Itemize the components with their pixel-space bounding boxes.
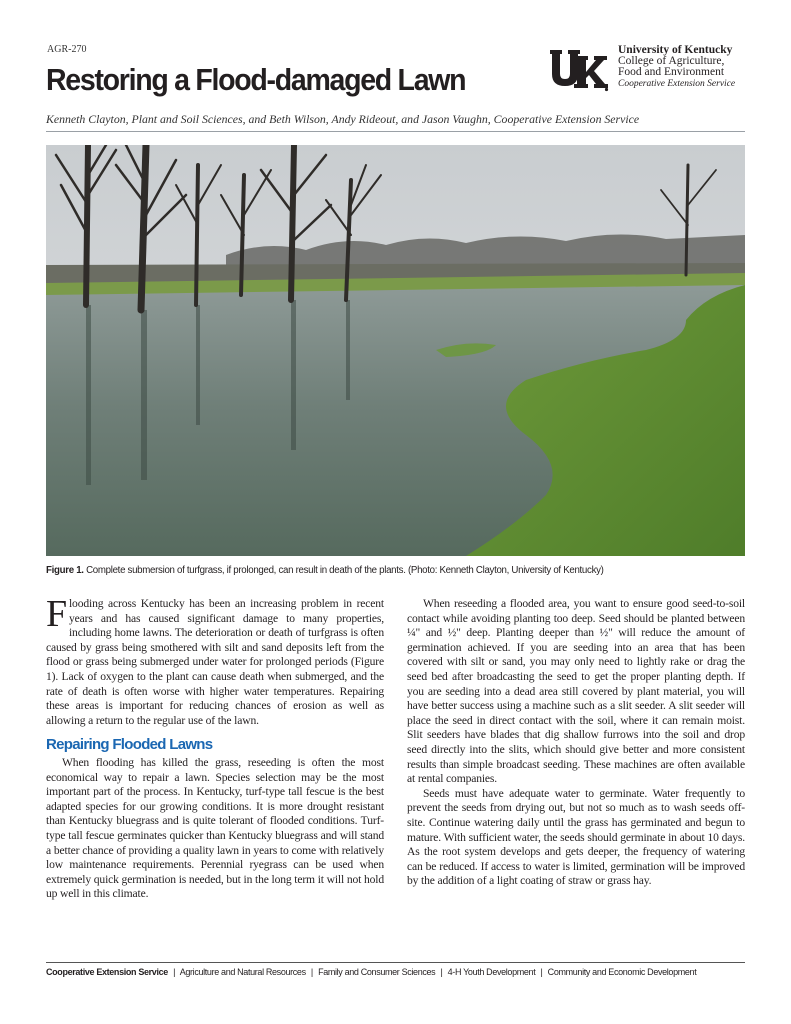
figure-caption-text: Complete submersion of turfgrass, if prolonged, can result in death of the plants. (Photo: Kenneth Clayton, University of Kentucky): [86, 565, 604, 576]
document-title: Restoring a Flood-damaged Lawn: [46, 62, 466, 97]
footer-separator: |: [310, 967, 313, 977]
college-name-line1: College of Agriculture,: [618, 55, 725, 67]
left-column: [46, 593, 384, 902]
footer-separator: |: [540, 967, 543, 977]
intro-paragraph: [46, 593, 384, 728]
footer-program: Family and Consumer Sciences: [318, 967, 436, 977]
section-heading-repairing: Repairing Flooded Lawns: [46, 736, 213, 754]
figure-caption: [46, 565, 745, 576]
footer-program: Agriculture and Natural Resources: [179, 967, 306, 977]
watering-paragraph: Seeds must have adequate water to germinate. Water frequently to prevent the seeds from drying out, but not so much as to wash seeds off-site. Continue watering daily until the grass has germinated and begun to mature. With sufficient water, the seeds should germinate in about 10 days. As the root system develops and gets deeper, the frequency of watering can be reduced. If access to water is limited, germination will be improved by the addition of a light coating of straw or grass hay.: [407, 786, 745, 888]
footer-program: Community and Economic Development: [547, 967, 697, 977]
university-name: University of Kentucky: [618, 44, 733, 56]
uk-logo-icon: [548, 46, 610, 92]
figure-label: Figure 1.: [46, 565, 84, 576]
publication-number: AGR-270: [47, 44, 87, 55]
footer-program: 4-H Youth Development: [447, 967, 536, 977]
right-column: [407, 597, 745, 889]
reseeding-paragraph: When reseeding a flooded area, you want to ensure good seed-to-soil contact while avoiding planting too deep. Seed should be planted between ¼" and ½" deep. Planting deeper than ½" will reduce the amount of germination achieved. If you are seeding into an area that has been covered with silt or sand, you may only need to lightly rake or drag the seed bed after broadcasting the seed to get the proper planting depth. If you are seeding into a dead area still covered by plant material, you will have better success using a machine such as a slit seeder. A slit seeder will place the seed in direct contact with the soil, where it can remain moist. Slit seeders have blades that dig shallow furrows into the soil and drop seed directly into the slits, which should give better and more consistent results than simple broadcast seeding. These machines are often available at rental companies.: [407, 597, 745, 786]
footer-divider: [46, 962, 745, 963]
footer: [46, 967, 745, 977]
institution-block: [618, 45, 735, 90]
drop-cap: F: [46, 593, 67, 635]
footer-separator: |: [440, 967, 443, 977]
header-divider: [46, 131, 745, 132]
footer-org: Cooperative Extension Service: [46, 967, 168, 977]
extension-service-name: Cooperative Extension Service: [618, 79, 736, 89]
authors-line: Kenneth Clayton, Plant and Soil Sciences, and Beth Wilson, Andy Rideout, and Jason Vaughn, Cooperative Extension Service: [46, 112, 640, 126]
section1-paragraph: When flooding has killed the grass, reseeding is often the most economical way to repair a lawn. Species selection may be the most important part of the process. In Kentucky, turf-type tall fescue is the best adapted species for our growing conditions. It is more drought resistant than Kentucky bluegrass and is quite tolerant of flooded conditions. Turf-type tall fescue germinates quicker than Kentucky bluegrass and will stand a better chance of providing a quality lawn in years to come with relatively low maintenance requirements. Perennial ryegrass can be used when extremely quick germination is needed, but in the long term it will not hold up well in this climate.: [46, 755, 384, 901]
college-name-line2: Food and Environment: [618, 66, 725, 78]
intro-text: looding across Kentucky has been an increasing problem in recent years and has caused significant damage to many properties, including home lawns. The deterioration or death of turfgrass is often caused by grass being smothered with silt and sand deposits left from the flood or grass being submerged under water for prolonged periods (Figure 1). Lack of oxygen to the plant can cause death when submerged, and the rate of death is often worse with higher water temperatures. Repairing these areas is important for reducing chances of erosion as well as allowing a return to the regular use of the lawn.: [46, 597, 384, 727]
footer-separator: |: [173, 967, 176, 977]
flooded-lawn-photo: [46, 145, 745, 556]
